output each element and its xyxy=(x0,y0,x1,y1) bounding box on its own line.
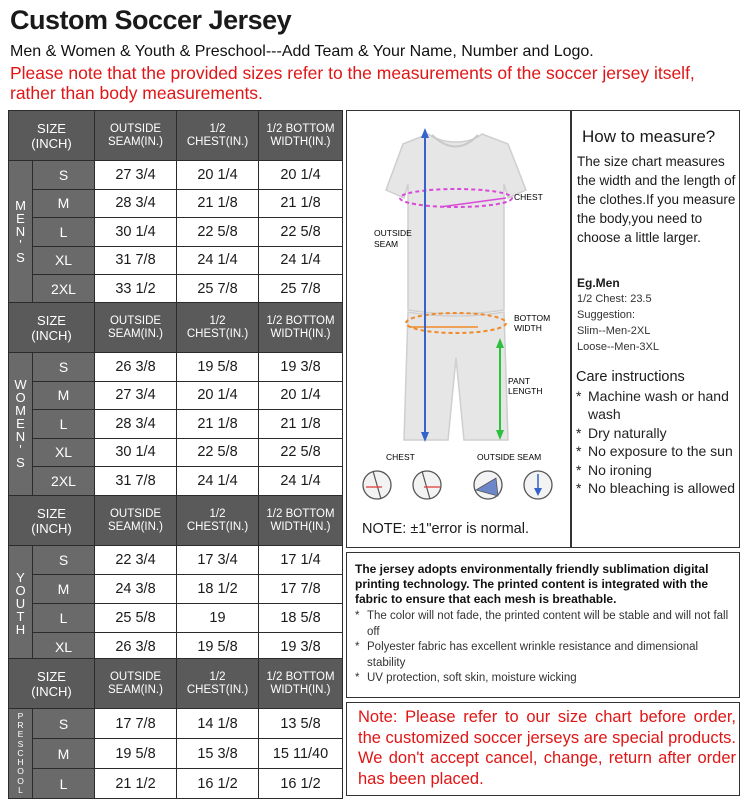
fabric-item: * Polyester fabric has excellent wrinkle resistance and dimensional stability xyxy=(355,641,699,669)
cell-seam: 33 1/2 xyxy=(95,275,177,304)
cell-chest: 22 5/8 xyxy=(177,438,259,467)
cell-size: M xyxy=(33,381,95,410)
label-outside-seam-1: OUTSIDE xyxy=(374,228,412,238)
cell-bottom: 21 1/8 xyxy=(259,410,343,439)
table-header-bottom-width: 1/2 BOTTOM WIDTH(IN.) xyxy=(259,303,343,353)
cell-chest: 14 1/8 xyxy=(177,709,259,739)
table-header-outside-seam: OUTSIDE SEAM(IN.) xyxy=(95,659,177,709)
cell-size: S xyxy=(33,353,95,382)
cell-chest: 20 1/4 xyxy=(177,381,259,410)
cell-size: XL xyxy=(33,438,95,467)
table-header-chest: 1/2 CHEST(IN.) xyxy=(177,303,259,353)
table-row xyxy=(9,353,343,382)
table-header-outside-seam: OUTSIDE SEAM(IN.) xyxy=(95,111,177,161)
chest-icon-right xyxy=(413,471,441,499)
cell-bottom: 25 7/8 xyxy=(259,275,343,304)
cell-chest: 21 1/8 xyxy=(177,189,259,218)
label-chest: CHEST xyxy=(514,192,543,202)
panel-divider xyxy=(570,110,572,548)
table-row xyxy=(9,604,343,633)
cell-seam: 27 3/4 xyxy=(95,381,177,410)
cell-size: S xyxy=(33,546,95,575)
table-row xyxy=(9,467,343,496)
fabric-text: The jersey adopts environmentally friendly sublimation digital printing technology. The printed content is integrated with the fabric to ensure that each mesh is breathable. xyxy=(355,562,709,606)
table-row xyxy=(9,161,343,190)
fabric-list xyxy=(355,609,739,687)
table-row xyxy=(9,189,343,218)
group-label: W O M E N ' S xyxy=(9,353,33,496)
cell-bottom: 17 7/8 xyxy=(259,575,343,604)
cell-bottom: 19 3/8 xyxy=(259,353,343,382)
cell-chest: 16 1/2 xyxy=(177,769,259,799)
example-heading: Eg.Men xyxy=(577,276,620,290)
example-line-2: Suggestion: xyxy=(577,309,636,321)
cell-seam: 22 3/4 xyxy=(95,546,177,575)
cell-size: XL xyxy=(33,633,95,662)
example-line-3: Slim--Men-2XL xyxy=(577,325,651,337)
care-item: * No exposure to the sun xyxy=(576,443,733,460)
cell-seam: 27 3/4 xyxy=(95,161,177,190)
label-chest-icons: CHEST xyxy=(386,452,415,462)
table-header-bottom-width: 1/2 BOTTOM WIDTH(IN.) xyxy=(259,496,343,546)
cell-bottom: 24 1/4 xyxy=(259,467,343,496)
care-item: * Machine wash or hand wash xyxy=(576,388,729,423)
table-header-chest: 1/2 CHEST(IN.) xyxy=(177,659,259,709)
size-table xyxy=(8,110,343,304)
cell-seam: 19 5/8 xyxy=(95,739,177,769)
table-header-chest: 1/2 CHEST(IN.) xyxy=(177,496,259,546)
cell-bottom: 13 5/8 xyxy=(259,709,343,739)
size-table xyxy=(8,302,343,496)
cell-chest: 25 7/8 xyxy=(177,275,259,304)
care-item: * No bleaching is allowed xyxy=(576,480,736,497)
label-bottom-width-2: WIDTH xyxy=(514,323,542,333)
table-row xyxy=(9,546,343,575)
shorts-shape xyxy=(404,312,508,440)
cell-seam: 28 3/4 xyxy=(95,189,177,218)
table-header-size: SIZE (INCH) xyxy=(9,659,95,709)
size-table xyxy=(8,658,343,799)
table-header-outside-seam: OUTSIDE SEAM(IN.) xyxy=(95,303,177,353)
cell-size: L xyxy=(33,218,95,247)
cell-seam: 31 7/8 xyxy=(95,246,177,275)
jersey-diagram xyxy=(348,112,568,517)
cell-chest: 24 1/4 xyxy=(177,467,259,496)
care-item: * Dry naturally xyxy=(576,424,667,441)
cell-size: 2XL xyxy=(33,275,95,304)
table-header-size: SIZE (INCH) xyxy=(9,496,95,546)
care-item: * No ironing xyxy=(576,461,652,478)
cell-bottom: 20 1/4 xyxy=(259,161,343,190)
cell-size: L xyxy=(33,410,95,439)
table-row xyxy=(9,769,343,799)
fabric-item: * The color will not fade, the printed content will be stable and will not fall off xyxy=(355,610,729,638)
cell-chest: 17 3/4 xyxy=(177,546,259,575)
table-header-chest: 1/2 CHEST(IN.) xyxy=(177,111,259,161)
order-note: Note: Please refer to our size chart before order, the customized soccer jerseys are special products. We don't accept cancel, change, return after order has been placed. xyxy=(358,708,736,788)
cell-bottom: 17 1/4 xyxy=(259,546,343,575)
cell-seam: 21 1/2 xyxy=(95,769,177,799)
cell-size: L xyxy=(33,769,95,799)
cell-seam: 26 3/8 xyxy=(95,633,177,662)
table-row xyxy=(9,739,343,769)
table-header-size: SIZE (INCH) xyxy=(9,111,95,161)
cell-size: M xyxy=(33,189,95,218)
example-line-1: 1/2 Chest: 23.5 xyxy=(577,293,652,305)
cell-size: S xyxy=(33,161,95,190)
cell-size: S xyxy=(33,709,95,739)
cell-seam: 17 7/8 xyxy=(95,709,177,739)
cell-bottom: 16 1/2 xyxy=(259,769,343,799)
cell-seam: 28 3/4 xyxy=(95,410,177,439)
how-to-measure-heading: How to measure? xyxy=(582,127,716,146)
cell-seam: 30 1/4 xyxy=(95,438,177,467)
cell-seam: 24 3/8 xyxy=(95,575,177,604)
label-seam-icons: OUTSIDE SEAM xyxy=(477,452,542,462)
label-bottom-width-1: BOTTOM xyxy=(514,313,551,323)
cell-bottom: 22 5/8 xyxy=(259,218,343,247)
table-row xyxy=(9,246,343,275)
cell-bottom: 19 3/8 xyxy=(259,633,343,662)
page-title: Custom Soccer Jersey xyxy=(10,5,292,35)
cell-chest: 18 1/2 xyxy=(177,575,259,604)
size-table xyxy=(8,495,343,662)
cell-seam: 26 3/8 xyxy=(95,353,177,382)
cell-size: L xyxy=(33,604,95,633)
table-row xyxy=(9,275,343,304)
table-header-bottom-width: 1/2 BOTTOM WIDTH(IN.) xyxy=(259,111,343,161)
table-row xyxy=(9,381,343,410)
group-label: Y O U T H xyxy=(9,546,33,662)
table-row xyxy=(9,438,343,467)
size-note: Please note that the provided sizes refer to the measurements of the soccer jersey itself, rather than body measurements. xyxy=(10,63,695,103)
cell-chest: 24 1/4 xyxy=(177,246,259,275)
table-header-bottom-width: 1/2 BOTTOM WIDTH(IN.) xyxy=(259,659,343,709)
cell-size: M xyxy=(33,575,95,604)
cell-chest: 19 5/8 xyxy=(177,633,259,662)
page-subtitle: Men & Women & Youth & Preschool---Add Team & Your Name, Number and Logo. xyxy=(10,43,594,60)
label-pant-length-2: LENGTH xyxy=(508,386,543,396)
table-row xyxy=(9,575,343,604)
care-list xyxy=(576,387,740,497)
cell-bottom: 24 1/4 xyxy=(259,246,343,275)
seam-arrow-top xyxy=(421,128,429,138)
cell-chest: 19 xyxy=(177,604,259,633)
care-heading: Care instructions xyxy=(576,369,685,385)
table-row xyxy=(9,709,343,739)
cell-bottom: 21 1/8 xyxy=(259,189,343,218)
cell-size: 2XL xyxy=(33,467,95,496)
cell-size: M xyxy=(33,739,95,769)
example-line-4: Loose--Men-3XL xyxy=(577,341,659,353)
cell-bottom: 18 5/8 xyxy=(259,604,343,633)
group-label: M E N ' S xyxy=(9,161,33,304)
cell-size: XL xyxy=(33,246,95,275)
table-header-outside-seam: OUTSIDE SEAM(IN.) xyxy=(95,496,177,546)
cell-chest: 21 1/8 xyxy=(177,410,259,439)
cell-chest: 20 1/4 xyxy=(177,161,259,190)
group-label: P R E S C H O O L xyxy=(9,709,33,799)
cell-seam: 25 5/8 xyxy=(95,604,177,633)
cell-bottom: 22 5/8 xyxy=(259,438,343,467)
shirt-shape xyxy=(386,134,526,314)
cell-seam: 30 1/4 xyxy=(95,218,177,247)
table-row xyxy=(9,218,343,247)
label-outside-seam-2: SEAM xyxy=(374,239,399,249)
table-row xyxy=(9,410,343,439)
label-pant-length-1: PANT xyxy=(508,376,531,386)
fabric-item: * UV protection, soft skin, moisture wicking xyxy=(355,672,577,685)
cell-bottom: 20 1/4 xyxy=(259,381,343,410)
cell-chest: 19 5/8 xyxy=(177,353,259,382)
error-note: NOTE: ±1"error is normal. xyxy=(362,521,529,537)
cell-seam: 31 7/8 xyxy=(95,467,177,496)
how-to-measure-text: The size chart measures the width and the length of the clothes.If you measure the body,you need to choose a little larger. xyxy=(577,154,736,245)
cell-bottom: 15 11/40 xyxy=(259,739,343,769)
cell-chest: 22 5/8 xyxy=(177,218,259,247)
table-header-size: SIZE (INCH) xyxy=(9,303,95,353)
cell-chest: 15 3/8 xyxy=(177,739,259,769)
